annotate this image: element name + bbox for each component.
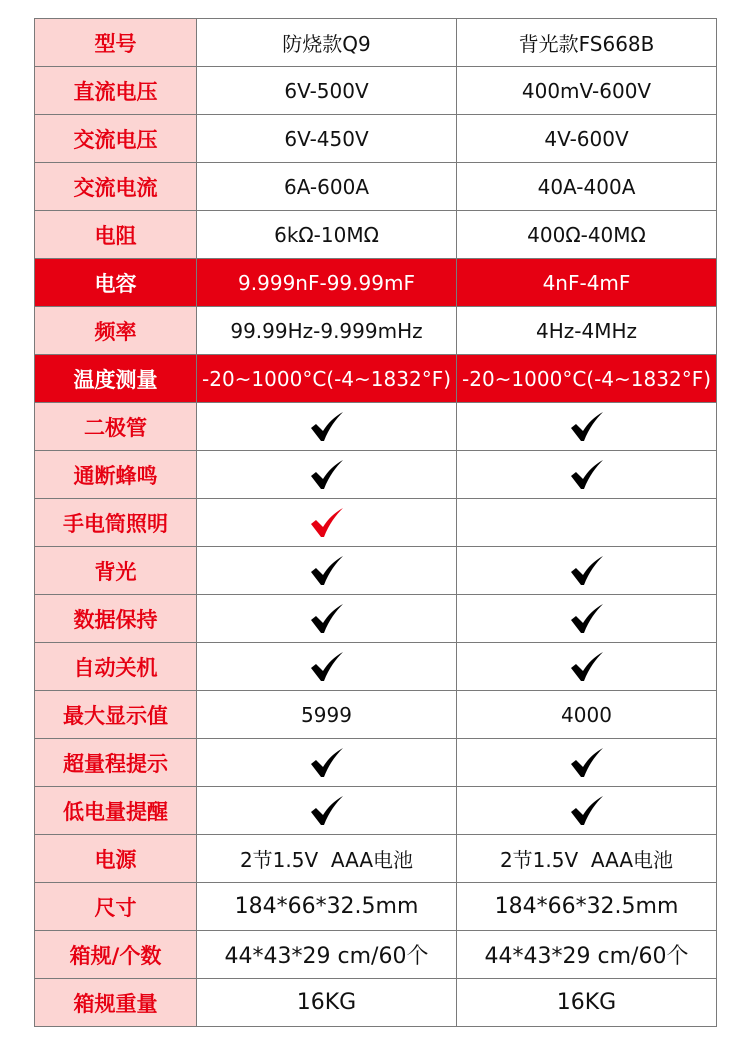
cell-model-b: 16KG	[457, 979, 717, 1027]
row-label: 超量程提示	[35, 739, 197, 787]
row-label: 尺寸	[35, 883, 197, 931]
cell-model-a	[197, 403, 457, 451]
check-mark-icon	[310, 748, 344, 778]
cell-model-a: 6V-450V	[197, 115, 457, 163]
cell-model-b: 44*43*29 cm/60个	[457, 931, 717, 979]
cell-model-a: 44*43*29 cm/60个	[197, 931, 457, 979]
cell-model-b: 4nF-4mF	[457, 259, 717, 307]
cell-model-b	[457, 499, 717, 547]
row-label: 二极管	[35, 403, 197, 451]
row-label: 最大显示值	[35, 691, 197, 739]
row-max-display	[35, 691, 717, 739]
row-label: 手电筒照明	[35, 499, 197, 547]
row-label: 温度测量	[35, 355, 197, 403]
cell-model-a: 184*66*32.5mm	[197, 883, 457, 931]
row-carton-size	[35, 931, 717, 979]
header-model-b: 背光款FS668B	[457, 19, 717, 67]
cell-model-b	[457, 595, 717, 643]
row-continuity-buzzer	[35, 451, 717, 499]
cell-model-b: 4V-600V	[457, 115, 717, 163]
cell-model-a	[197, 451, 457, 499]
row-ac-voltage	[35, 115, 717, 163]
row-label: 背光	[35, 547, 197, 595]
row-frequency	[35, 307, 717, 355]
spec-comparison-table	[34, 18, 717, 1027]
cell-model-b	[457, 547, 717, 595]
check-mark-icon	[310, 460, 344, 490]
check-mark-icon	[310, 508, 344, 538]
cell-model-a: 6kΩ-10MΩ	[197, 211, 457, 259]
row-label: 电容	[35, 259, 197, 307]
check-mark-icon	[570, 556, 604, 586]
cell-model-b	[457, 787, 717, 835]
row-dimensions	[35, 883, 717, 931]
header-row	[35, 19, 717, 67]
row-ac-current	[35, 163, 717, 211]
row-label: 直流电压	[35, 67, 197, 115]
row-label: 箱规/个数	[35, 931, 197, 979]
cell-model-b	[457, 739, 717, 787]
cell-model-a: 5999	[197, 691, 457, 739]
row-label: 低电量提醒	[35, 787, 197, 835]
cell-model-b: 400Ω-40MΩ	[457, 211, 717, 259]
check-mark-icon	[310, 556, 344, 586]
cell-model-b: 4000	[457, 691, 717, 739]
row-label: 交流电流	[35, 163, 197, 211]
cell-model-b: 184*66*32.5mm	[457, 883, 717, 931]
check-mark-icon	[570, 412, 604, 442]
check-mark-icon	[570, 652, 604, 682]
row-capacitance	[35, 259, 717, 307]
cell-model-a	[197, 499, 457, 547]
row-low-battery-alert	[35, 787, 717, 835]
row-label: 数据保持	[35, 595, 197, 643]
row-data-hold	[35, 595, 717, 643]
row-label: 箱规重量	[35, 979, 197, 1027]
cell-model-b: -20~1000°C(-4~1832°F)	[457, 355, 717, 403]
check-mark-icon	[310, 796, 344, 826]
row-label: 频率	[35, 307, 197, 355]
cell-model-b	[457, 643, 717, 691]
check-mark-icon	[310, 604, 344, 634]
cell-model-a: 99.99Hz-9.999mHz	[197, 307, 457, 355]
row-overrange-alert	[35, 739, 717, 787]
cell-model-b	[457, 403, 717, 451]
row-temperature	[35, 355, 717, 403]
row-resistance	[35, 211, 717, 259]
cell-model-a: 2节1.5V AAA电池	[197, 835, 457, 883]
check-mark-icon	[570, 748, 604, 778]
cell-model-a: 6V-500V	[197, 67, 457, 115]
cell-model-b: 2节1.5V AAA电池	[457, 835, 717, 883]
check-mark-icon	[570, 604, 604, 634]
row-flashlight	[35, 499, 717, 547]
cell-model-a	[197, 547, 457, 595]
row-diode	[35, 403, 717, 451]
cell-model-a: -20~1000°C(-4~1832°F)	[197, 355, 457, 403]
row-carton-weight	[35, 979, 717, 1027]
cell-model-b: 40A-400A	[457, 163, 717, 211]
cell-model-b	[457, 451, 717, 499]
row-backlight	[35, 547, 717, 595]
row-power-source	[35, 835, 717, 883]
header-model-a: 防烧款Q9	[197, 19, 457, 67]
cell-model-a	[197, 643, 457, 691]
row-label: 自动关机	[35, 643, 197, 691]
row-label: 交流电压	[35, 115, 197, 163]
cell-model-b: 400mV-600V	[457, 67, 717, 115]
cell-model-a	[197, 595, 457, 643]
row-label: 通断蜂鸣	[35, 451, 197, 499]
cell-model-a: 6A-600A	[197, 163, 457, 211]
check-mark-icon	[570, 460, 604, 490]
cell-model-a: 16KG	[197, 979, 457, 1027]
row-label: 电阻	[35, 211, 197, 259]
header-label-cell: 型号	[35, 19, 197, 67]
cell-model-a: 9.999nF-99.99mF	[197, 259, 457, 307]
cell-model-a	[197, 739, 457, 787]
cell-model-a	[197, 787, 457, 835]
row-auto-power-off	[35, 643, 717, 691]
check-mark-icon	[310, 652, 344, 682]
cell-model-b: 4Hz-4MHz	[457, 307, 717, 355]
row-label: 电源	[35, 835, 197, 883]
check-mark-icon	[570, 796, 604, 826]
row-dc-voltage	[35, 67, 717, 115]
check-mark-icon	[310, 412, 344, 442]
